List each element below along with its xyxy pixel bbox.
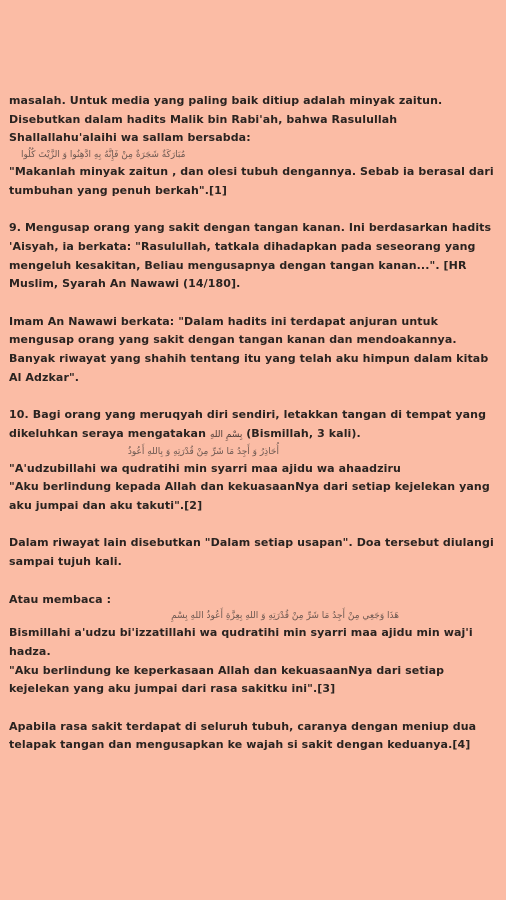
paragraph-bismillah-latin: Bismillahi a'udzu bi'izzatillahi wa qudratihi min syarri maa ajidu min waj'i hadza. <box>9 626 473 658</box>
arabic-audzubillah: أُحَاذِرُ وَ أَجِدُ مَا شَرِّ مِنْ قُدْرَتِهِ وَ بِاللهِ أَعُوذُ <box>127 446 279 457</box>
point-10-text-end: (Bismillah, 3 kali). <box>242 426 361 440</box>
paragraph-nawawi: Imam An Nawawi berkata: "Dalam hadits ini terdapat anjuran untuk mengusap orang yang sakit dengan tangan kanan dan mendoakannya. Banyak riwayat yang shahih tentang itu yang telah aku himpun dalam kitab Al Adzkar". <box>9 314 489 384</box>
spacer <box>9 572 499 591</box>
paragraph-bismillah-translation: "Aku berlindung ke keperkasaan Allah dan kekuasaanNya dari setiap kejelekan yang aku jumpai dari rasa sakitku ini".[3] <box>9 663 445 696</box>
spacer <box>9 516 499 535</box>
paragraph-whole-body: Apabila rasa sakit terdapat di seluruh tubuh, caranya dengan meniup dua telapak tangan dan mengusapkan ke wajah si sakit dengan keduanya.[4] <box>9 719 477 752</box>
spacer <box>9 294 499 313</box>
bismillah-arabic-inline: بِسْمِ اللهِ <box>209 429 243 440</box>
spacer <box>9 388 499 407</box>
paragraph-point-9: 9. Mengusap orang yang sakit dengan tangan kanan. Ini berdasarkan hadits 'Aisyah, ia berkata: "Rasulullah, tatkala dihadapkan pada seseorang yang mengeluh kesakitan, Beliau mengusapnya dengan tangan kanan...". [HR Muslim, Syarah An Nawawi (14/180]. <box>9 221 492 291</box>
paragraph-or-read-label: Atau membaca : <box>9 592 112 606</box>
arabic-hadith-olive-oil: مُبَارَكَةٌ شَجَرَةٌ مِنْ فَإِنَّهُ بِهِ ادَّهِنُوا وَ الزَّيْتَ كُلُوا <box>21 150 186 161</box>
paragraph-other-narration: Dalam riwayat lain disebutkan "Dalam setiap usapan". Doa tersebut diulangi sampai tujuh kali. <box>9 536 494 569</box>
paragraph-intro: masalah. Untuk media yang paling baik ditiup adalah minyak zaitun. Disebutkan dalam hadits Malik bin Rabi'ah, bahwa Rasulullah Shallallahu'alaihi wa sallam bersabda: <box>9 94 443 145</box>
article-content <box>9 92 499 755</box>
paragraph-audzubillah-translation: "Aku berlindung kepada Allah dan kekuasaanNya dari setiap kejelekan yang aku jumpai dan aku takuti".[2] <box>9 480 490 513</box>
spacer <box>9 201 499 220</box>
spacer <box>9 699 499 718</box>
paragraph-olive-oil-translation: "Makanlah minyak zaitun , dan olesi tubuh dengannya. Sebab ia berasal dari tumbuhan yang penuh berkah".[1] <box>9 165 494 197</box>
paragraph-audzubillah-latin: "A'udzubillahi wa qudratihi min syarri maa ajidu wa ahaadziru <box>9 461 401 475</box>
arabic-bismillah-audzu: هَذَا وَجَعِي مِنْ أَجِدُ مَا شَرِّ مِنْ قُدْرَتِهِ وَ اللهِ بِعِزَّةِ أَعُوذُ اللهِ بِسْمِ <box>171 611 399 622</box>
paragraph-point-10 <box>9 406 499 444</box>
point-10-text: 10. Bagi orang yang meruqyah diri sendiri, letakkan tangan di tempat yang dikeluhkan seraya mengatakan <box>9 408 487 440</box>
